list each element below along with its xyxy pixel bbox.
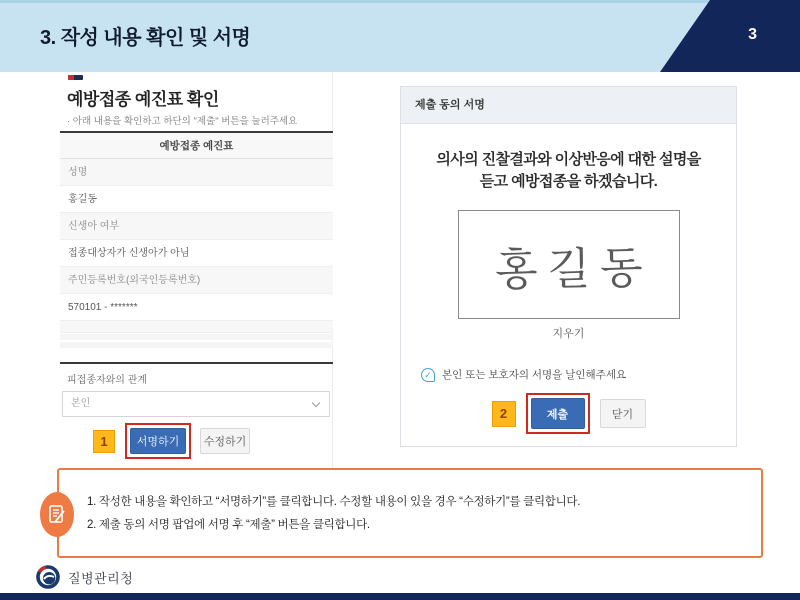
clear-signature-button[interactable]: 지우기	[552, 328, 585, 340]
document-pencil-glyph	[49, 505, 65, 525]
form-subtitle: · 아래 내용을 확인하고 하단의 "제출" 버튼을 눌러주세요	[67, 116, 298, 127]
table-header: 예방접종 예진표	[60, 133, 333, 159]
consent-text	[401, 149, 736, 193]
table-row-name-label: 성명	[60, 159, 333, 186]
submit-button-highlight	[526, 393, 590, 434]
consent-line-1: 의사의 진찰결과와 이상반응에 대한 설명을	[436, 151, 701, 168]
consent-line-2: 듣고 예방접종을 하겠습니다.	[479, 173, 658, 190]
footer	[36, 565, 133, 589]
signature-hint-text: 본인 또는 보호자의 서명을 날인해주세요	[442, 369, 627, 381]
instruction-line-2: 2. 제출 동의 서명 팝업에 서명 후 “제출” 버튼을 클릭합니다.	[87, 519, 370, 531]
footer-org-name: 질병관리청	[68, 570, 134, 586]
page-title: 3. 작성 내용 확인 및 서명	[40, 27, 251, 49]
table-row-newborn-value: 접종대상자가 신생아가 아님	[60, 240, 333, 267]
form-title: 예방접종 예진표 확인	[67, 90, 219, 109]
note-document-icon	[40, 492, 74, 537]
relation-label: 피접종자와의 관계	[67, 375, 148, 386]
header-top-line	[0, 0, 800, 3]
signature-hint-row	[421, 367, 626, 382]
table-row-newborn-label: 신생아 여부	[60, 213, 333, 240]
sign-button[interactable]: 서명하기	[130, 428, 186, 454]
table-row-regno-value: 570101 - *******	[60, 294, 333, 321]
instruction-box	[57, 468, 763, 558]
signature-canvas[interactable]	[458, 210, 680, 319]
kdca-logo-icon	[36, 565, 60, 589]
chevron-down-icon	[312, 399, 320, 407]
table-row-truncated	[60, 334, 333, 340]
signature-popup	[400, 86, 737, 447]
relation-selected-value: 본인	[71, 398, 91, 409]
relation-dropdown[interactable]	[62, 391, 330, 417]
sign-button-highlight	[125, 423, 191, 459]
edit-button[interactable]: 수정하기	[200, 428, 250, 454]
slide-header	[0, 0, 800, 72]
step-1-badge: 1	[93, 430, 115, 453]
step-2-badge: 2	[492, 401, 516, 427]
page-number: 3	[748, 26, 757, 43]
table-row-name-value: 홍길동	[60, 186, 333, 213]
header-corner-shape	[655, 0, 800, 72]
submit-button[interactable]: 제출	[531, 398, 585, 429]
popup-title: 제출 동의 서명	[401, 87, 736, 124]
table-row-truncated	[60, 342, 333, 348]
close-button[interactable]: 닫기	[600, 399, 646, 428]
signature-text: 홍길동	[494, 243, 653, 295]
table-row-regno-label: 주민등록번호(외국인등록번호)	[60, 267, 333, 294]
section-divider	[60, 362, 333, 364]
check-bubble-icon: ✓	[421, 368, 435, 382]
form-buttons-row	[93, 423, 250, 459]
form-panel	[60, 72, 333, 470]
bottom-bar	[0, 593, 800, 600]
pre-screening-table	[60, 131, 333, 333]
instruction-line-1: 1. 작성한 내용을 확인하고 “서명하기”를 클릭합니다. 수정할 내용이 있을 경우 “수정하기”를 클릭합니다.	[87, 496, 581, 508]
flag-icon	[68, 75, 83, 80]
popup-buttons-row	[401, 393, 736, 434]
table-row-truncated	[60, 321, 333, 333]
